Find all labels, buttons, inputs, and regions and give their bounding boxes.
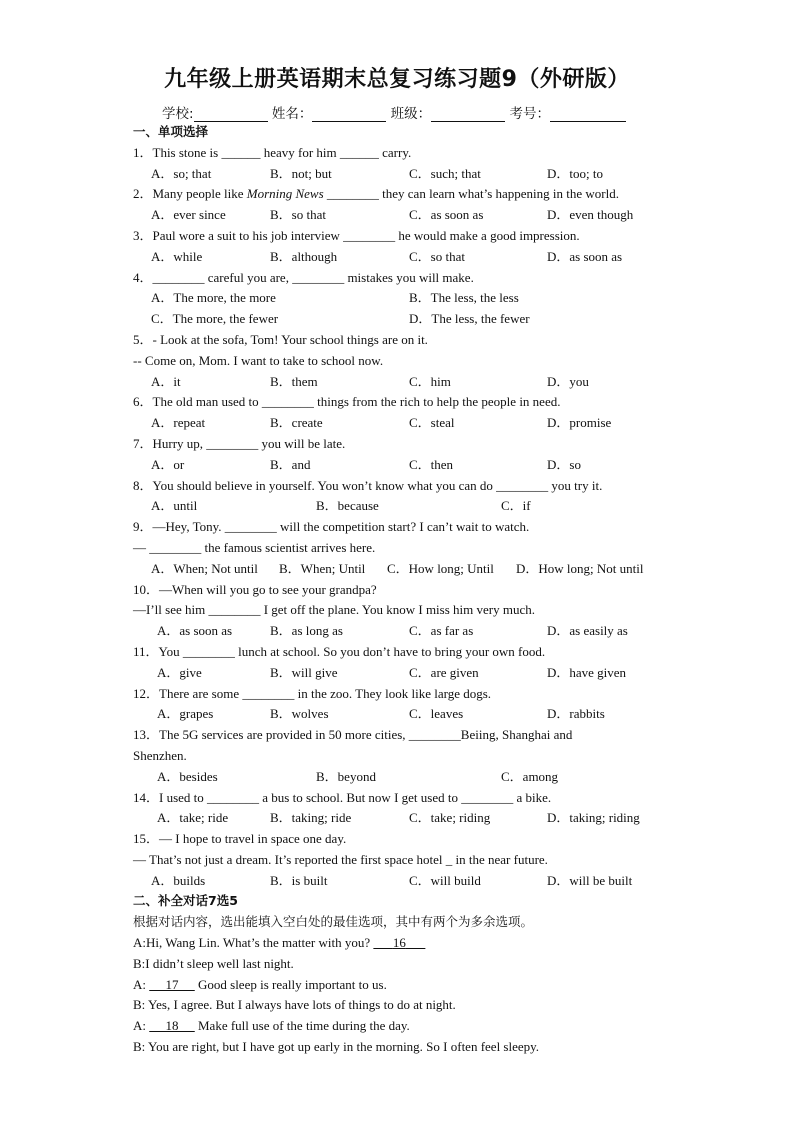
option-a[interactable]: A．repeat [151,415,206,431]
question-stem: 4．________ careful you are, ________ mistakes you will make. [133,269,474,285]
option-b[interactable]: B．so that [270,207,326,223]
question-stem [133,184,673,205]
option-d[interactable]: D．How long; Not until [516,560,644,576]
option-c[interactable]: C．will build [409,872,481,888]
name-field[interactable] [312,107,386,122]
option-c[interactable]: C．are given [409,664,479,680]
question-options [133,559,673,580]
option-a[interactable]: A．it [151,373,181,389]
name-label: 姓名： [271,106,313,122]
page-title: 九年级上册英语期末总复习练习题9（外研版） [164,67,630,92]
option-c[interactable]: C．among [501,768,559,784]
option-c[interactable]: C．if [501,498,531,514]
dialogue-text: A:Hi, Wang Lin. What’s the matter with you? [133,935,374,951]
question-stem-cont: — That’s not just a dream. It’s reported the first space hotel _ in the near future. [133,851,548,867]
question-stem: 8．You should believe in yourself. You won’t know what you can do ________ you try it. [133,477,603,493]
section-heading: 一、单项选择 [133,124,209,139]
option-b[interactable]: B．is built [270,872,328,888]
option-b[interactable]: B．although [270,248,338,264]
question-stem: 11．You ________ lunch at school. So you don’t have to bring your own food. [133,643,546,659]
option-a[interactable]: A．so; that [151,165,212,181]
school-label: 学校: [162,106,194,122]
option-a[interactable]: A．besides [157,768,218,784]
option-d[interactable]: D．even though [547,207,634,223]
student-info-line [162,102,626,122]
dialogue-line: B: Yes, I agree. But I always have lots of things to do at night. [133,997,456,1013]
question-options [133,309,673,330]
school-field[interactable] [194,107,268,122]
option-b[interactable]: B．wolves [270,706,329,722]
question-stem: 9．—Hey, Tony. ________ will the competition start? I can’t wait to watch. [133,519,530,535]
question-stem-cont: -- Come on, Mom. I want to take to school now. [133,352,384,368]
question-stem: 6．The old man used to ________ things from the rich to help the people in need. [133,394,561,410]
option-a[interactable]: A．until [151,498,198,514]
question-options [133,205,673,226]
option-b[interactable]: B．them [270,373,318,389]
dialogue-line: B:I didn’t sleep well last night. [133,955,294,971]
option-d[interactable]: D．rabbits [547,706,605,722]
option-c[interactable]: C．him [409,373,451,389]
option-a[interactable]: A．builds [151,872,206,888]
option-d[interactable]: D．too; to [547,165,603,181]
stem-part: 2．Many people like [133,186,247,202]
option-a[interactable]: A．while [151,248,203,264]
question-stem: 7．Hurry up, ________ you will be late. [133,435,346,451]
question-options [133,704,673,725]
question-options [133,808,673,829]
question-stem-cont: — ________ the famous scientist arrives here. [133,539,376,555]
question-options [133,372,673,393]
option-b[interactable]: B．not; but [270,165,332,181]
option-a[interactable]: A．give [157,664,202,680]
option-d[interactable]: D．you [547,373,589,389]
option-c[interactable]: C．steal [409,415,455,431]
answer-blank[interactable] [149,1018,195,1033]
option-a[interactable]: A．as soon as [157,623,233,639]
blank-number: 18 [165,1018,179,1034]
blank-number: 16 [392,935,406,951]
option-c[interactable]: C．then [409,456,454,472]
blank-number: 17 [165,976,179,992]
option-c[interactable]: C．such; that [409,165,481,181]
question-stem: 12．There are some ________ in the zoo. They look like large dogs. [133,685,492,701]
option-c[interactable]: C．take; riding [409,810,491,826]
question-options [133,164,673,185]
option-a[interactable]: A．The more, the more [151,290,276,306]
stem-italic: Morning News [246,186,324,202]
option-b[interactable]: B．create [270,415,323,431]
question-options [133,247,673,268]
option-a[interactable]: A．grapes [157,706,214,722]
option-b[interactable]: B．beyond [316,768,376,784]
question-options [133,288,673,309]
question-stem: 14．I used to ________ a bus to school. But now I get used to ________ a bike. [133,789,552,805]
dialogue-line [133,1016,673,1037]
class-field[interactable] [431,107,505,122]
option-a[interactable]: A．When; Not until [151,560,258,576]
option-c[interactable]: C．leaves [409,706,464,722]
question-options [133,455,673,476]
question-stem: 1．This stone is ______ heavy for him ______ carry. [133,144,412,160]
question-stem: 15．— I hope to travel in space one day. [133,831,347,847]
option-d[interactable]: D．so [547,456,581,472]
option-b[interactable]: B．because [316,498,379,514]
option-d[interactable]: D．have given [547,664,627,680]
option-b[interactable]: B．as long as [270,623,343,639]
option-d[interactable]: D．will be built [547,872,633,888]
dialogue-line: B: You are right, but I have got up early in the morning. So I often feel sleepy. [133,1039,540,1055]
option-b[interactable]: B．When; Until [279,560,366,576]
stem-part: ________ they can learn what’s happening in the world. [323,186,619,202]
dialogue-text: Make full use of the time during the day. [194,1018,410,1034]
option-d[interactable]: D．as easily as [547,623,628,639]
answer-blank[interactable] [373,935,425,950]
section-heading: 二、补全对话7选5 [133,893,238,909]
option-c[interactable]: C．as soon as [409,207,484,223]
option-d[interactable]: D．promise [547,415,612,431]
option-c[interactable]: C．as far as [409,623,474,639]
option-a[interactable]: A．or [151,456,185,472]
option-b[interactable]: B．taking; ride [270,810,352,826]
question-options [133,767,673,788]
option-a[interactable]: A．ever since [151,207,226,223]
question-options [133,871,673,892]
worksheet-content [133,122,673,1058]
option-b[interactable]: B．and [270,456,311,472]
question-options [133,413,673,434]
answer-blank[interactable] [149,977,195,992]
option-d[interactable]: D．The less, the fewer [409,311,530,327]
dialogue-text: A: [133,976,150,992]
option-c[interactable]: C．How long; Until [387,560,494,576]
question-stem-cont: —I’ll see him ________ I get off the plane. You know I miss him very much. [133,602,535,618]
option-b[interactable]: B．will give [270,664,338,680]
dialogue-line [133,975,673,996]
option-c[interactable]: C．so that [409,248,465,264]
option-a[interactable]: A．take; ride [157,810,229,826]
question-stem: 5．- Look at the sofa, Tom! Your school things are on it. [133,331,428,347]
dialogue-text: A: [133,1018,150,1034]
question-stem-cont: Shenzhen. [133,747,187,763]
dialogue-line [133,933,673,954]
number-label: 考号： [509,106,550,122]
option-d[interactable]: D．taking; riding [547,810,640,826]
question-options [133,496,673,517]
section-instruction: 根据对话内容，选出能填入空白处的最佳选项，其中有两个为多余选项。 [133,914,534,930]
dialogue-text: Good sleep is really important to us. [194,976,387,992]
class-label: 班级： [390,106,432,122]
question-options [133,621,673,642]
question-stem: 10．—When will you go to see your grandpa? [133,581,377,597]
option-d[interactable]: D．as soon as [547,248,623,264]
question-options [133,663,673,684]
number-field[interactable] [550,107,626,122]
option-b[interactable]: B．The less, the less [409,290,519,306]
question-stem: 13．The 5G services are provided in 50 more cities, ________Beiing, Shanghai and [133,727,573,743]
option-c[interactable]: C．The more, the fewer [151,311,279,327]
question-stem: 3．Paul wore a suit to his job interview ________ he would make a good impression. [133,227,580,243]
